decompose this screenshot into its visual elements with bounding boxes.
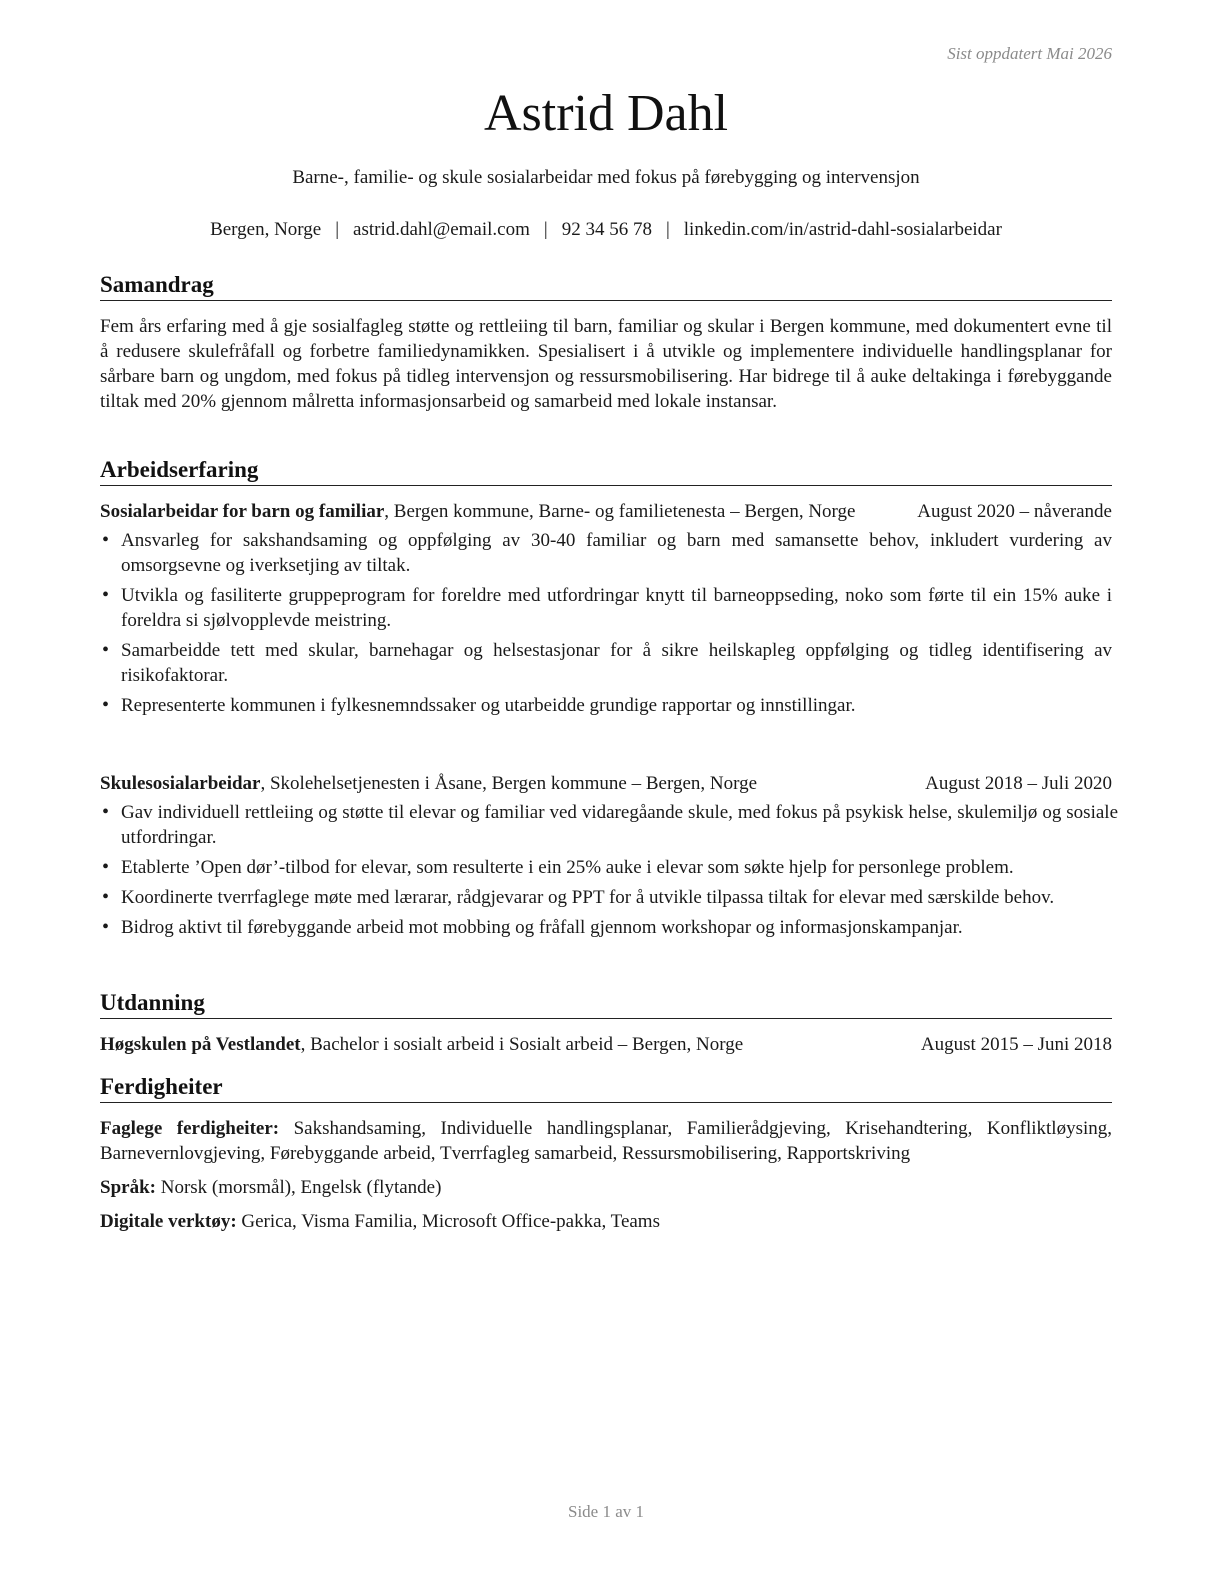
summary-text: Fem års erfaring med å gje sosialfagleg støtte og rettleiing til barn, familiar og skular i Bergen kommune, med dokumentert evne til å redusere skulefråfall og forbetre familiedynamikken. Spesialisert i å utvikle og implementere individuelle handlingsplanar for sårbare barn og ungdom, med fokus på tidleg intervensjon og ressursmobilisering. Har bidrege til å auke deltakinga i førebyggande tiltak med 20% gjennom målretta informasjonsarbeid og samarbeid med lokale instansar. <box>100 316 1112 412</box>
job-header <box>100 771 1112 796</box>
list-item: • Bidrog aktivt til førebyggande arbeid mot mobbing og fråfall gjennom workshopar og informasjonskampanjar. <box>100 915 1118 940</box>
skills-tools <box>100 1209 1112 1234</box>
education-entry <box>100 1032 1112 1057</box>
section-title-experience: Arbeidserfaring <box>100 456 1112 486</box>
job-role: Sosialarbeidar for barn og familiar <box>100 501 385 522</box>
job-bullets <box>100 800 1118 940</box>
skills-languages-value: Norsk (morsmål), Engelsk (flytande) <box>155 1177 442 1198</box>
contact-linkedin[interactable]: linkedin.com/in/astrid-dahl-sosialarbeidar <box>683 219 1002 240</box>
contact-phone: 92 34 56 78 <box>561 219 652 240</box>
job-entry <box>100 771 1118 945</box>
contact-line <box>100 219 1112 241</box>
education-school: Høgskulen på Vestlandet <box>100 1034 301 1055</box>
section-title-skills: Ferdigheiter <box>100 1073 1112 1103</box>
job-bullets <box>100 528 1112 718</box>
job-header <box>100 499 1112 524</box>
contact-separator: | <box>665 219 670 240</box>
list-item: • Representerte kommunen i fylkesnemndssaker og utarbeidde grundige rapportar og innstillingar. <box>100 693 1112 718</box>
skills-professional-label: Faglege ferdigheiter: <box>100 1118 280 1139</box>
skills-tools-value: Gerica, Visma Familia, Microsoft Office-pakka, Teams <box>236 1211 660 1232</box>
list-item: • Koordinerte tverrfaglege møte med lærarar, rådgjevarar og PPT for å utvikle tilpassa tiltak for elevar med særskilde behov. <box>100 885 1118 910</box>
contact-separator: | <box>543 219 548 240</box>
list-item: • Ansvarleg for sakshandsaming og oppfølging av 30-40 familiar og barn med samansette behov, inkludert vurdering av omsorgsevne og iverksetjing av tiltak. <box>100 528 1112 578</box>
contact-location: Bergen, Norge <box>210 219 322 240</box>
skills-block <box>100 1116 1112 1243</box>
section-title-summary: Samandrag <box>100 271 1112 301</box>
job-dates: August 2018 – Juli 2020 <box>925 773 1112 794</box>
skills-tools-label: Digitale verktøy: <box>100 1211 237 1232</box>
skills-languages-label: Språk: <box>100 1177 156 1198</box>
last-updated: Sist oppdatert Mai 2026 <box>947 44 1112 63</box>
skills-professional <box>100 1116 1112 1166</box>
job-details: , Bergen kommune, Barne- og familietenesta – Bergen, Norge <box>384 501 856 522</box>
contact-email[interactable]: astrid.dahl@email.com <box>353 219 530 240</box>
resume-page <box>100 0 1118 1584</box>
education-header <box>100 1032 1112 1057</box>
list-item: • Etablerte ’Open dør’-tilbod for elevar, som resulterte i ein 25% auke i elevar som søkte hjelp for personlege problem. <box>100 855 1118 880</box>
job-entry <box>100 499 1112 723</box>
page-number: Side 1 av 1 <box>567 1502 645 1521</box>
education-details: , Bachelor i sosialt arbeid i Sosialt arbeid – Bergen, Norge <box>300 1034 744 1055</box>
job-dates: August 2020 – nåverande <box>917 501 1112 522</box>
job-details: , Skolehelsetjenesten i Åsane, Bergen kommune – Bergen, Norge <box>260 773 758 794</box>
section-title-education: Utdanning <box>100 989 1112 1019</box>
list-item: • Samarbeidde tett med skular, barnehagar og helsestasjonar for å sikre heilskapleg oppfølging og tidleg identifisering av risikofaktorar. <box>100 638 1112 688</box>
job-role: Skulesosialarbeidar <box>100 773 261 794</box>
education-dates: August 2015 – Juni 2018 <box>920 1034 1112 1055</box>
skills-languages <box>100 1175 1112 1200</box>
skills-professional-value: Sakshandsaming, Individuelle handlingsplanar, Familierådgjeving, Krisehandtering, Konfliktløysing, Barnevernlovgjeving, Førebyggande arbeid, Tverrfagleg samarbeid, Ressursmobilisering, Rapportskriving <box>100 1118 1112 1164</box>
tagline: Barne-, familie- og skule sosialarbeidar med fokus på førebygging og intervensjon <box>292 167 920 188</box>
list-item: • Utvikla og fasiliterte gruppeprogram for foreldre med utfordringar knytt til barneoppseding, noko som førte til ein 15% auke i foreldra si sjølvopplevde meistring. <box>100 583 1112 633</box>
contact-separator: | <box>335 219 340 240</box>
candidate-name: Astrid Dahl <box>483 85 729 142</box>
list-item: • Gav individuell rettleiing og støtte til elevar og familiar ved vidaregåande skule, med fokus på psykisk helse, skulemiljø og sosiale utfordringar. <box>100 800 1118 850</box>
